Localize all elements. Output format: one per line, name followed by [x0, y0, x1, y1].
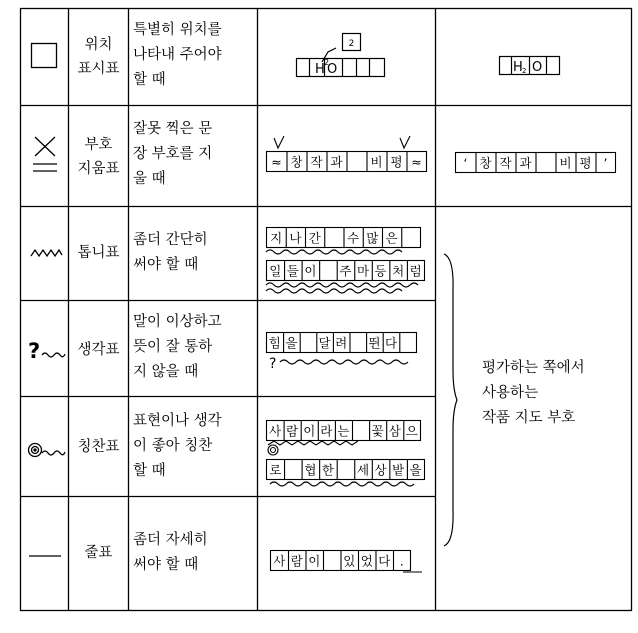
- row6-name: [69, 541, 128, 565]
- row6-line1-char: 있: [343, 553, 356, 569]
- row5-line1-char: 으: [405, 423, 418, 439]
- row2-usage-line2: 장 부호를 지: [133, 146, 213, 162]
- curly-brace-icon: [438, 250, 460, 550]
- row1-name-line2: 표시표: [77, 61, 120, 77]
- row2-before-char: 작: [310, 154, 323, 170]
- merged-note-line3: 작품 지도 부호: [482, 410, 576, 426]
- row6-line1-char: 사: [273, 553, 286, 569]
- row3-line1-char: 간: [308, 230, 321, 246]
- row6-usage-line2: 써야 할 때: [133, 557, 199, 573]
- question-wave-icon: [26, 336, 66, 364]
- row5-example: [262, 415, 434, 489]
- row1-usage-line1: 특별히 위치를: [133, 22, 222, 38]
- row4-usage-line2: 뜻이 잘 통하: [133, 339, 213, 355]
- row3-line1-char: 수: [347, 230, 360, 246]
- row5-line2-char: 세: [356, 462, 370, 478]
- row5-usage-line3: 할 때: [133, 463, 166, 479]
- zigzag-icon: [28, 244, 64, 262]
- row4-example: [262, 326, 434, 374]
- row5-usage-line2: 이 좋아 칭찬: [133, 438, 213, 454]
- row5-usage: [133, 409, 222, 484]
- row2-after-char: ’: [603, 155, 608, 171]
- row6-example: [262, 545, 434, 579]
- row2-after-char: 비: [559, 155, 572, 171]
- row2-after-char: 평: [579, 155, 592, 171]
- row5-line1-char: 꽃: [371, 423, 384, 439]
- row2-name-line2: 지움표: [77, 161, 120, 177]
- horizontal-line-icon: [26, 550, 64, 562]
- row5-line2-char: 밭: [392, 462, 405, 478]
- row5-line2-char: 상: [374, 462, 387, 478]
- row1-usage-line2: 나타내 주어야: [133, 47, 222, 63]
- row3-line1-char: 많: [366, 230, 379, 246]
- row4-usage: [133, 310, 222, 385]
- row3-line2-char: 주: [339, 263, 352, 279]
- row5-line1-char: 사: [269, 423, 282, 439]
- row5-line2-char: 로: [269, 462, 282, 478]
- row2-before-char: 창: [290, 154, 303, 170]
- row6-name-line1: 줄표: [84, 545, 113, 561]
- row2-usage-line3: 울 때: [133, 171, 166, 187]
- svg-text:?: ?: [28, 339, 41, 363]
- square-icon: [28, 40, 62, 72]
- row3-example: [262, 222, 434, 296]
- row4-name: [69, 338, 128, 362]
- row1-usage-line3: 할 때: [133, 72, 166, 88]
- row1-example-after: [495, 52, 565, 78]
- row6-usage: [133, 528, 208, 578]
- row3-line2-char: 등: [374, 263, 387, 279]
- row4-line1-char: 려: [335, 335, 348, 351]
- row5-usage-line1: 표현이나 생각: [133, 413, 222, 429]
- row4-line1-char: 을: [285, 335, 298, 351]
- row3-name: [69, 241, 128, 265]
- row6-line1-char: 다: [378, 553, 391, 569]
- row5-name-line1: 칭찬표: [77, 439, 120, 455]
- row6-line1-char: 이: [308, 553, 321, 569]
- row4-question-mark: ?: [269, 356, 277, 372]
- row4-line1-char: 다: [384, 335, 398, 351]
- row3-name-line1: 톱니표: [77, 245, 120, 261]
- row5-line2-char: 한: [321, 462, 334, 478]
- row5-line1-char: 라: [320, 423, 333, 439]
- row4-line1-char: 뛴: [368, 335, 381, 351]
- row3-line2-char: 마: [356, 263, 370, 279]
- row4-line1-char: 힘: [268, 335, 281, 351]
- row1-char-o: O: [327, 62, 338, 77]
- row2-usage: [133, 117, 212, 192]
- row6-line1-char: 었: [360, 553, 373, 569]
- row5-line1-char: 이: [303, 423, 316, 439]
- row3-line2-char: 들: [286, 263, 299, 279]
- row2-before-char: ≈: [411, 154, 422, 170]
- row2-after-char: 창: [479, 155, 492, 171]
- row2-after-char: 작: [499, 155, 512, 171]
- row2-after-char: ‘: [463, 155, 468, 171]
- row1-box-label: 2: [348, 39, 355, 49]
- row1-after-char-h: H: [513, 60, 523, 75]
- row5-line2-char: 을: [409, 462, 422, 478]
- row4-line1-char: 달: [318, 335, 331, 351]
- merged-note: [482, 356, 585, 431]
- row1-superscript: 2: [324, 58, 330, 67]
- row3-line2-char: 럼: [409, 263, 422, 279]
- row2-before-char: ≈: [271, 154, 282, 170]
- row5-line1-char: 는: [337, 423, 350, 439]
- row1-name: [69, 33, 128, 81]
- row3-line2-char: 이: [304, 263, 317, 279]
- row2-example-before: [262, 134, 432, 176]
- row3-usage: [133, 228, 208, 278]
- row1-example-before: [290, 28, 400, 80]
- row1-char-h: H: [315, 62, 325, 77]
- row2-example-after: [452, 148, 624, 176]
- row5-name: [69, 435, 128, 459]
- row2-name: [69, 133, 128, 181]
- row2-before-char: 평: [390, 154, 403, 170]
- merged-note-line2: 사용하는: [482, 385, 539, 401]
- row4-name-line1: 생각표: [77, 342, 120, 358]
- row3-line1-char: 지: [270, 230, 283, 246]
- row2-before-char: 비: [370, 154, 383, 170]
- spiral-wave-icon: [26, 438, 66, 462]
- row4-usage-line3: 지 않을 때: [133, 364, 199, 380]
- row3-line2-char: 일: [269, 263, 282, 279]
- row3-line1-char: 나: [289, 230, 302, 246]
- row1-name-line1: 위치: [84, 37, 113, 53]
- row2-after-char: 과: [519, 155, 532, 171]
- row3-usage-line2: 써야 할 때: [133, 257, 199, 273]
- row3-line2-char: 처: [392, 263, 405, 279]
- row5-line2-char: 협: [304, 462, 317, 478]
- row6-usage-line1: 좀더 자세히: [133, 532, 208, 548]
- merged-note-line1: 평가하는 쪽에서: [482, 360, 585, 376]
- row4-usage-line1: 말이 이상하고: [133, 314, 222, 330]
- row1-after-char-o: O: [532, 60, 543, 75]
- row2-name-line1: 부호: [84, 137, 113, 153]
- row2-before-char: 과: [330, 154, 343, 170]
- row2-usage-line1: 잘못 찍은 문: [133, 121, 213, 137]
- cross-over-double-line-icon: [28, 134, 62, 178]
- row1-after-subscript: 2: [522, 67, 527, 75]
- row6-line1-char: 람: [290, 553, 303, 569]
- row3-usage-line1: 좀더 간단히: [133, 232, 208, 248]
- row5-line1-char: 람: [286, 423, 299, 439]
- row6-line1-char: .: [399, 553, 404, 569]
- row3-line1-char: 은: [385, 230, 398, 246]
- row1-usage: [133, 18, 222, 93]
- row5-line1-char: 삼: [388, 423, 401, 439]
